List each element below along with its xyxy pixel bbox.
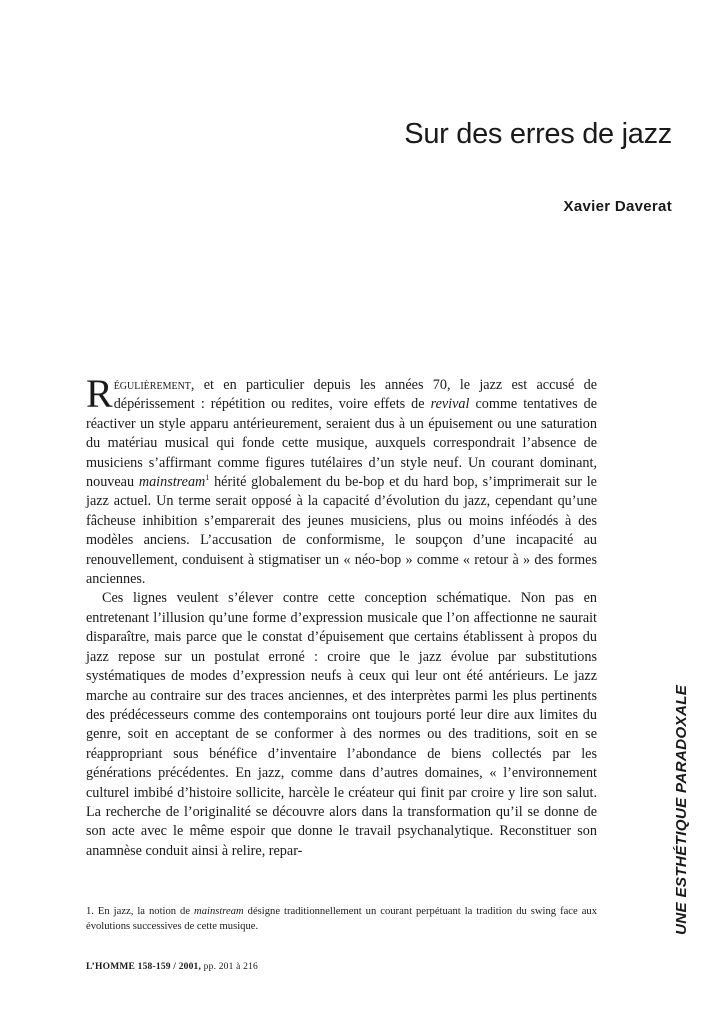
footnote-text-b: désigne traditionnellement un courant perpétuant la tradition du swing face aux évolutions successives de cette musique. xyxy=(86,906,597,932)
footnote-term: mainstream xyxy=(194,906,244,917)
term-mainstream: mainstream xyxy=(138,474,206,491)
article-title: Sur des erres de jazz xyxy=(404,118,672,150)
paragraph-1 xyxy=(86,371,597,589)
section-side-label: UNE ESTHÉTIQUE PARADOXALE xyxy=(673,684,690,935)
page-range: pp. 201 à 216 xyxy=(201,962,258,972)
footnote-marker[interactable]: 1 xyxy=(205,473,210,483)
paragraph-1-text-a: , et en particulier depuis les années 70, le jazz est accusé de dépérissement : répétition ou redites, voire effets de xyxy=(113,377,597,413)
opening-word: égulièrement xyxy=(113,377,191,393)
author-name: Xavier Daverat xyxy=(563,198,672,215)
journal-folio xyxy=(86,962,258,972)
journal-reference: L’HOMME 158-159 / 2001, xyxy=(86,962,202,972)
paragraph-1-text-c: hérité globalement du be-bop et du hard bop, s’imprimerait sur le jazz actuel. Un terme serait opposé à la capacité d’évolution du jazz, cependant qu’une fâcheuse inhibition s’emparerait des jeunes musiciens, plus ou moins inféodés à des modèles anciens. L’accusation de conformisme, le soupçon d’une incapacité au renouvellement, conduisent à stigmatiser un « néo-bop » comme « retour à » des formes anciennes. xyxy=(86,474,597,588)
paragraph-1-text-b: comme tentatives de réactiver un style apparu antérieurement, seraient dus à un épuisement ou une saturation du matériau musical qui fonde cette musique, auxquels correspondrait l’absence de musiciens s’affirmant comme figures tutélaires d’un style neuf. Un courant dominant, nouveau xyxy=(86,396,597,491)
article-body xyxy=(86,371,597,861)
footnote-text-a: 1. En jazz, la notion de xyxy=(86,906,195,917)
term-revival: revival xyxy=(430,396,470,413)
footnote-1 xyxy=(86,904,597,934)
drop-cap: R xyxy=(86,371,113,416)
paragraph-2: Ces lignes veulent s’élever contre cette conception schématique. Non pas en entretenant l’illusion qu’une forme d’expression musicale que l’on affectionne ne saurait disparaître, mais parce que le constat d’épuisement que certains établissent à propos du jazz repose sur un postulat erroné : croire que le jazz évolue par substitutions systématiques de modes d’expression neufs à ceux qui leur ont été antérieurs. Le jazz marche au contraire sur des traces anciennes, et des interprètes parmi les plus pertinents des prédécesseurs comme des contemporains ont toujours porté leur dire aux limites du genre, soit en acceptant de se conformer à des normes ou des traditions, soit en se réappropriant sous bénéfice d’inventaire l’abondance de biens collectés par les générations précédentes. En jazz, comme dans d’autres domaines, « l’environnement culturel imbibé d’histoire sollicite, harcèle le créateur qui finit par croire y lire son salut. La recherche de l’originalité se découvre alors dans la transformation qu’il se donne de son acte avec le même espoir que donne le travail psychanalytique. Reconstituer son anamnèse conduit ainsi à relire, repar- xyxy=(86,590,597,859)
